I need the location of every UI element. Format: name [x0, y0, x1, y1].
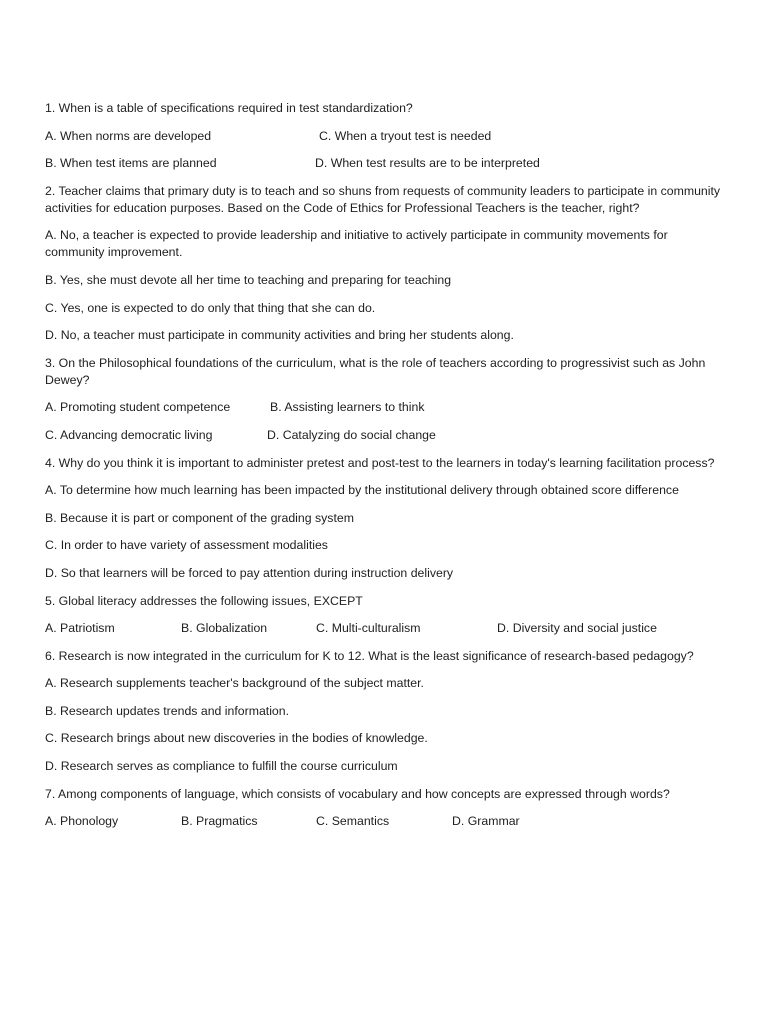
question-7-option-c: C. Semantics — [316, 814, 390, 829]
question-6-option-c: C. Research brings about new discoveries in the bodies of knowledge. — [45, 731, 428, 746]
question-4-option-d: D. So that learners will be forced to pay attention during instruction delivery — [45, 565, 454, 580]
question-1-option-d: D. When test results are to be interpreted — [315, 156, 540, 171]
question-2-option-c: C. Yes, one is expected to do only that thing that she can do. — [45, 300, 376, 315]
question-2-option-b: B. Yes, she must devote all her time to teaching and preparing for teaching — [45, 272, 452, 287]
question-4-stem: 4. Why do you think it is important to administer pretest and post-test to the learners in today's learning facilitation process? — [45, 455, 715, 470]
question-1-option-c: C. When a tryout test is needed — [319, 128, 492, 143]
question-3-options-row-2 — [45, 427, 730, 444]
question-6-option-a: A. Research supplements teacher's background of the subject matter. — [45, 676, 424, 691]
document-page — [45, 100, 730, 841]
question-7-option-d: D. Grammar — [452, 814, 520, 829]
question-1-option-a: A. When norms are developed — [45, 128, 212, 143]
question-5-stem: 5. Global literacy addresses the following issues, EXCEPT — [45, 593, 363, 608]
question-3-option-d: D. Catalyzing do social change — [267, 427, 436, 442]
question-1-stem: 1. When is a table of specifications required in test standardization? — [45, 101, 413, 115]
question-4-option-a: A. To determine how much learning has been impacted by the institutional delivery through obtained score difference — [45, 483, 679, 498]
question-5-option-a: A. Patriotism — [45, 621, 115, 636]
question-1-options-row-2 — [45, 155, 730, 172]
question-3-options-row-1 — [45, 399, 730, 416]
question-7-option-a: A. Phonology — [45, 814, 119, 829]
question-3-stem: 3. On the Philosophical foundations of the curriculum, what is the role of teachers according to progressivist such as John Dewey? — [45, 355, 706, 387]
question-6-option-b: B. Research updates trends and information. — [45, 703, 290, 718]
question-4-option-c: C. In order to have variety of assessment modalities — [45, 538, 328, 553]
question-7-options-row — [45, 813, 730, 830]
question-3-option-a: A. Promoting student competence — [45, 400, 231, 415]
question-1-options-row-1 — [45, 128, 730, 145]
question-1-option-b: B. When test items are planned — [45, 156, 217, 171]
question-5-option-c: C. Multi-culturalism — [316, 621, 421, 636]
question-2-option-d: D. No, a teacher must participate in community activities and bring her students along. — [45, 328, 514, 343]
question-6-option-d: D. Research serves as compliance to fulfill the course curriculum — [45, 759, 398, 774]
question-7-stem: 7. Among components of language, which consists of vocabulary and how concepts are expressed through words? — [45, 786, 670, 801]
question-3-option-c: C. Advancing democratic living — [45, 427, 213, 442]
question-2-option-a: A. No, a teacher is expected to provide leadership and initiative to actively participate in community movements for community improvement. — [45, 228, 668, 260]
question-5-option-b: B. Globalization — [181, 621, 268, 636]
question-5-options-row — [45, 620, 730, 637]
question-2-stem: 2. Teacher claims that primary duty is to teach and so shuns from requests of community leaders to participate in community activities for education purposes. Based on the Code of Ethics for Professional Teachers is the teacher, right? — [45, 183, 721, 215]
question-3-option-b: B. Assisting learners to think — [270, 400, 425, 415]
question-5-option-d: D. Diversity and social justice — [497, 621, 657, 636]
question-6-stem: 6. Research is now integrated in the curriculum for K to 12. What is the least significance of research-based pedagogy? — [45, 648, 694, 663]
question-7-option-b: B. Pragmatics — [181, 814, 258, 829]
question-4-option-b: B. Because it is part or component of the grading system — [45, 510, 354, 525]
